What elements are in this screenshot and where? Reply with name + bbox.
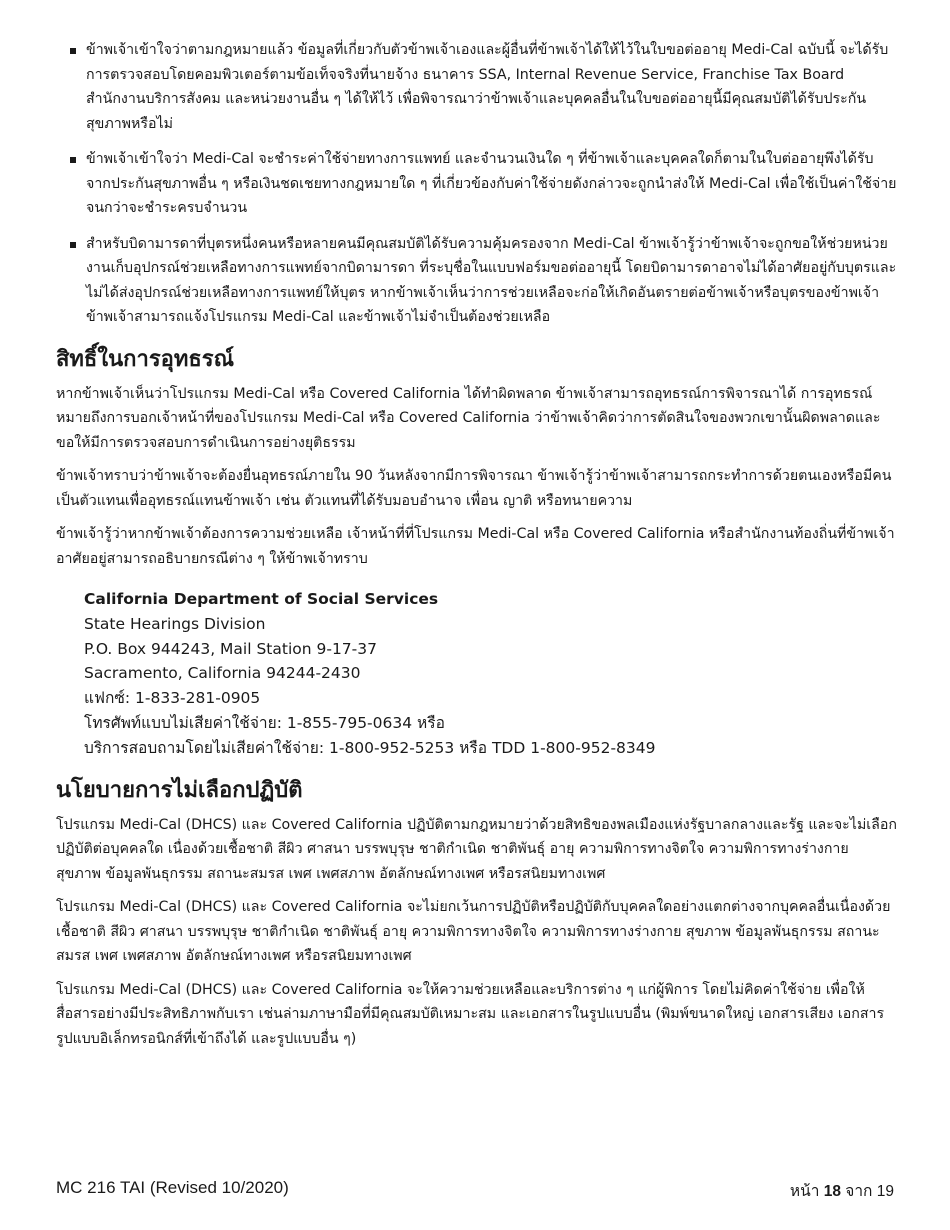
bullet-square-icon (70, 48, 76, 54)
address-city: Sacramento, California 94244-2430 (84, 664, 361, 683)
address-inquiry: บริการสอบถามโดยไม่เสียค่าใช้จ่าย: 1-800-952-5253 หรือ TDD 1-800-952-8349 (84, 738, 656, 757)
address-po-box: P.O. Box 944243, Mail Station 9-17-37 (84, 639, 377, 658)
bullet-square-icon (70, 242, 76, 248)
contact-address (56, 587, 898, 761)
list-item: ข้าพเจ้าเข้าใจว่า Medi-Cal จะชำระค่าใช้จ่ายทางการแพทย์ และจำนวนเงินใด ๆ ที่ข้าพเจ้าและบุคคลใดก็ตามในใบต่ออายุพึงได้รับจากประกันสุขภาพอื่น ๆ หรือเงินชดเชยทางกฎหมายใด ๆ ที่เกี่ยวข้องกับค่าใช้จ่ายดังกล่าวจะถูกนำส่งให้ Medi-Cal เพื่อใช้เป็นค่าใช้จ่ายจนกว่าจะชำระครบจำนวน (70, 147, 898, 221)
form-code: MC 216 TAI (Revised 10/2020) (56, 1178, 289, 1197)
address-phone: โทรศัพท์แบบไม่เสียค่าใช้จ่าย: 1-855-795-0634 หรือ (84, 713, 445, 732)
list-item: ข้าพเจ้าเข้าใจว่าตามกฎหมายแล้ว ข้อมูลที่เกี่ยวกับตัวข้าพเจ้าเองและผู้อื่นที่ข้าพเจ้าได้ให้ไว้ในใบขอต่ออายุ Medi-Cal ฉบับนี้ จะได้รับการตรวจสอบโดยคอมพิวเตอร์ตามข้อเท็จจริงที่นายจ้าง ธนาคาร SSA, Internal Revenue Service, Franchise Tax Board สำนักงานบริการสังคม และหน่วยงานอื่น ๆ ได้ให้ไว้ เพื่อพิจารณาว่าข้าพเจ้าและบุคคลอื่นในใบขอต่ออายุนี้มีคุณสมบัติได้รับประกันสุขภาพหรือไม่ (70, 38, 898, 136)
list-item: สำหรับบิดามารดาที่บุตรหนึ่งคนหรือหลายคนมีคุณสมบัติได้รับความคุ้มครองจาก Medi-Cal ข้าพเจ้ารู้ว่าข้าพเจ้าจะถูกขอให้ช่วยหน่วยงานเก็บอุปกรณ์ช่วยเหลือทางการแพทย์จากบิดามารดา ที่ระบุชื่อในแบบฟอร์มขอต่ออายุนี้ โดยบิดามารดาอาจไม่ได้อาศัยอยู่กับบุตรและไม่ได้ส่งอุปกรณ์ช่วยเหลือทางการแพทย์ให้บุตร หากข้าพเจ้าเห็นว่าการช่วยเหลือจะก่อให้เกิดอันตรายต่อข้าพเจ้าหรือบุตรของข้าพเจ้า ข้าพเจ้าสามารถแจ้งโปรแกรม Medi-Cal และข้าพเจ้าไม่จำเป็นต้องช่วยเหลือ (70, 232, 898, 330)
page-footer (56, 1178, 894, 1203)
total-pages: 19 (876, 1183, 894, 1200)
address-fax: แฟกซ์: 1-833-281-0905 (84, 689, 261, 708)
appeal-heading: สิทธิ์ในการอุทธรณ์ (56, 345, 234, 372)
address-division: State Hearings Division (84, 614, 266, 633)
nondiscrimination-heading: นโยบายการไม่เลือกปฏิบัติ (56, 776, 303, 803)
address-org: California Department of Social Services (84, 590, 439, 608)
appeal-paragraph: หากข้าพเจ้าเห็นว่าโปรแกรม Medi-Cal หรือ Covered California ได้ทำผิดพลาด ข้าพเจ้าสามารถอุทธรณ์การพิจารณาได้ การอุทธรณ์หมายถึงการบอกเจ้าหน้าที่ของโปรแกรม Medi-Cal หรือ Covered California ว่าข้าพเจ้าคิดว่าการตัดสินใจของพวกเขานั้นผิดพลาดและขอให้มีการตรวจสอบการดำเนินการอย่างยุติธรรม (56, 385, 881, 451)
page-number: หน้า 18 จาก 19 (789, 1183, 894, 1200)
current-page: 18 (823, 1183, 841, 1200)
nondiscrimination-paragraph: โปรแกรม Medi-Cal (DHCS) และ Covered California จะให้ความช่วยเหลือและบริการต่าง ๆ แก่ผู้พิการ โดยไม่คิดค่าใช้จ่าย เพื่อให้สื่อสารอย่างมีประสิทธิภาพกับเรา เช่นล่ามภาษามือที่มีคุณสมบัติเหมาะสม และเอกสารในรูปแบบอื่น (พิมพ์ขนาดใหญ่ เอกสารเสียง เอกสารรูปแบบอิเล็กทรอนิกส์ที่เข้าถึงได้ และรูปแบบอื่น ๆ) (56, 981, 885, 1047)
nondiscrimination-paragraph: โปรแกรม Medi-Cal (DHCS) และ Covered California จะไม่ยกเว้นการปฏิบัติหรือปฏิบัติกับบุคคลใดอย่างแตกต่างจากบุคคลอื่นเนื่องด้วยเชื้อชาติ สีผิว ศาสนา บรรพบุรุษ ชาติกำเนิด ชาติพันธุ์ อายุ ความพิการทางจิตใจ ความพิการทางร่างกาย สุขภาพ ข้อมูลพันธุกรรม สถานะสมรส เพศ เพศสภาพ อัตลักษณ์ทางเพศ หรือรสนิยมทางเพศ (56, 899, 891, 965)
acknowledgement-list (56, 38, 898, 330)
bullet-square-icon (70, 157, 76, 163)
appeal-paragraph: ข้าพเจ้าทราบว่าข้าพเจ้าจะต้องยื่นอุทธรณ์ภายใน 90 วันหลังจากมีการพิจารณา ข้าพเจ้ารู้ว่าข้าพเจ้าสามารถกระทำการด้วยตนเองหรือมีคนเป็นตัวแทนเพื่ออุทธรณ์แทนข้าพเจ้า เช่น ตัวแทนที่ได้รับมอบอำนาจ เพื่อน ญาติ หรือทนายความ (56, 468, 892, 509)
appeal-paragraph: ข้าพเจ้ารู้ว่าหากข้าพเจ้าต้องการความช่วยเหลือ เจ้าหน้าที่ที่โปรแกรม Medi-Cal หรือ Covered California หรือสำนักงานท้องถิ่นที่ข้าพเจ้าอาศัยอยู่สามารถอธิบายกรณีต่าง ๆ ให้ข้าพเจ้าทราบ (56, 526, 895, 567)
nondiscrimination-paragraph: โปรแกรม Medi-Cal (DHCS) และ Covered California ปฏิบัติตามกฎหมายว่าด้วยสิทธิของพลเมืองแห่งรัฐบาลกลางและรัฐ และจะไม่เลือกปฏิบัติต่อบุคคลใด เนื่องด้วยเชื้อชาติ สีผิว ศาสนา บรรพบุรุษ ชาติกำเนิด ชาติพันธุ์ อายุ ความพิการทางจิตใจ ความพิการทางร่างกาย สุขภาพ ข้อมูลพันธุกรรม สถานะสมรส เพศ เพศสภาพ อัตลักษณ์ทางเพศ หรือรสนิยมทางเพศ (56, 816, 897, 882)
